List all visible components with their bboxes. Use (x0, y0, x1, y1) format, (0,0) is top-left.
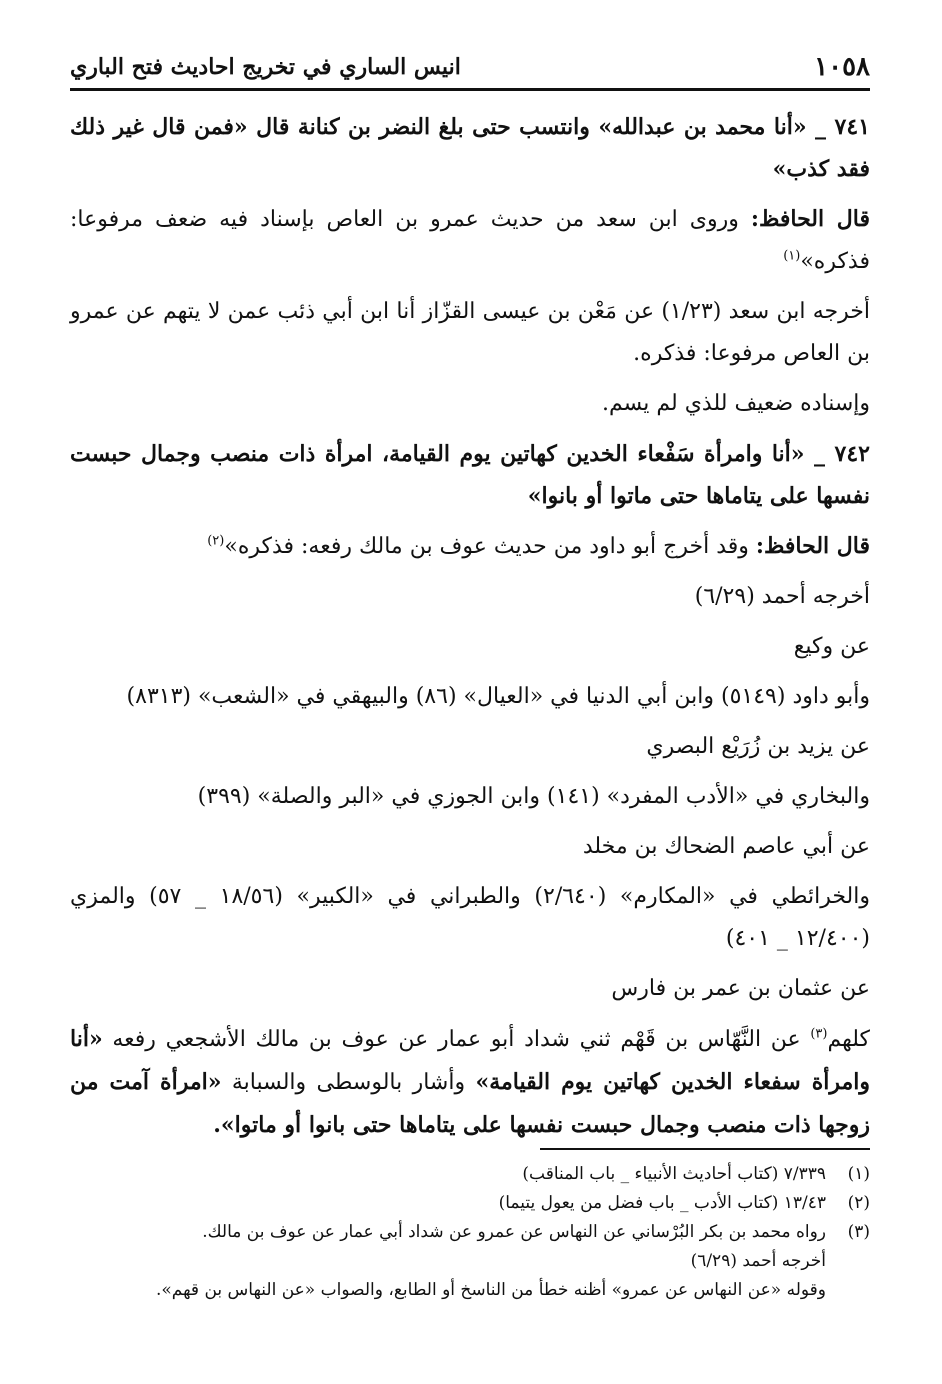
hafiz-label: قال الحافظ: (750, 206, 870, 232)
footnote-number: (١) (847, 1164, 870, 1184)
footnotes (70, 1160, 870, 1305)
footnote-text: ٧/٣٣٩ (كتاب أحاديث الأنبياء _ باب المناقب) (522, 1164, 826, 1184)
footnote-ref: (١) (783, 248, 801, 264)
footnote (70, 1160, 870, 1189)
summary-text: عن النَّهّاس بن قَهْم ثني شداد أبو عمار عن عوف بن مالك الأشجعي رفعه (112, 1027, 801, 1052)
page-header (70, 48, 870, 91)
page-number: ١٠٥٨ (814, 52, 870, 82)
hadith-741-title: ٧٤١ _ «أنا محمد بن عبدالله» وانتسب حتى بلغ النضر بن كنانة قال «فمن قال غير ذلك فقد كذب» (70, 114, 870, 182)
hafiz-text: وقد أخرج أبو داود من حديث عوف بن مالك رفعه: فذكره» (224, 534, 749, 559)
hadith-742-hafiz (70, 525, 870, 568)
hadith-quote: «امرأة آمت من زوجها ذات منصب وجمال حبست نفسها على يتاماها حتى بانوا أو ماتوا». (70, 1069, 870, 1138)
footnote (70, 1218, 870, 1247)
takhrij-line: عن عثمان بن عمر بن فارس (611, 976, 870, 1001)
hadith-742-title: ٧٤٢ _ «أنا وامرأة سَفْعاء الخدين كهاتين يوم القيامة، امرأة ذات منصب وجمال حبست نفسها على يتاماها حتى ماتوا أو بانوا» (70, 441, 870, 509)
takhrij-line: عن يزيد بن زُرَيْع البصري (646, 734, 870, 759)
hadith-742-summary (70, 1018, 870, 1147)
running-title: انيس الساري في تخريج احاديث فتح الباري (70, 54, 461, 80)
hadith-741-hafiz (70, 198, 870, 283)
takhrij-line: عن وكيع (793, 634, 870, 659)
footnote-ref: (٢) (207, 533, 225, 549)
hafiz-label: قال الحافظ: (755, 533, 870, 559)
takhrij-line: أخرجه أحمد (٦/٢٩) (694, 584, 870, 609)
footnote (70, 1189, 870, 1218)
hadith-quote: «أنا وامرأة سفعاء الخدين كهاتين يوم القيامة» (70, 1026, 871, 1095)
footnote-number: (٢) (847, 1193, 870, 1213)
takhrij-line: وأبو داود (٥١٤٩) وابن أبي الدنيا في «العيال» (٨٦) والبيهقي في «الشعب» (٨٣١٣) (126, 684, 870, 709)
summary-text: كلهم (827, 1027, 870, 1052)
hafiz-text: وروى ابن سعد من حديث عمرو بن العاص بإسناد فيه ضعف مرفوعا: فذكره» (70, 207, 870, 274)
footnote-text: رواه محمد بن بكر البُرْساني عن النهاس عن عمرو عن شداد أبي عمار عن عوف بن مالك. (202, 1222, 826, 1242)
footnote-divider (540, 1148, 870, 1150)
footnote-text: ١٣/٤٣ (كتاب الأدب _ باب فضل من يعول يتيما) (498, 1193, 826, 1213)
hadith-741-grade: وإسناده ضعيف للذي لم يسم. (602, 391, 870, 416)
page-body (70, 106, 870, 1155)
takhrij-line: عن أبي عاصم الضحاك بن مخلد (582, 834, 870, 859)
takhrij-line: والخرائطي في «المكارم» (٢/٦٤٠) والطبراني في «الكبير» (١٨/٥٦ _ ٥٧) والمزي (١٢/٤٠٠ _ ٤٠١) (70, 884, 870, 951)
hadith-741-takhrij: أخرجه ابن سعد (١/٢٣) عن مَعْن بن عيسى القزّاز أنا ابن أبي ذئب عمن لا يتهم عن عمرو بن العاص مرفوعا: فذكره. (70, 299, 870, 366)
summary-text: وأشار بالوسطى والسبابة (231, 1070, 466, 1095)
footnote-continuation: وقوله «عن النهاس عن عمرو» أظنه خطأ من الناسخ أو الطابع، والصواب «عن النهاس بن قهم». (155, 1280, 826, 1300)
footnote-ref: (٣) (810, 1026, 828, 1042)
footnote-number: (٣) (847, 1222, 870, 1242)
takhrij-line: والبخاري في «الأدب المفرد» (١٤١) وابن الجوزي في «البر والصلة» (٣٩٩) (197, 784, 870, 809)
footnote-continuation: أخرجه أحمد (٦/٢٩) (690, 1251, 826, 1271)
